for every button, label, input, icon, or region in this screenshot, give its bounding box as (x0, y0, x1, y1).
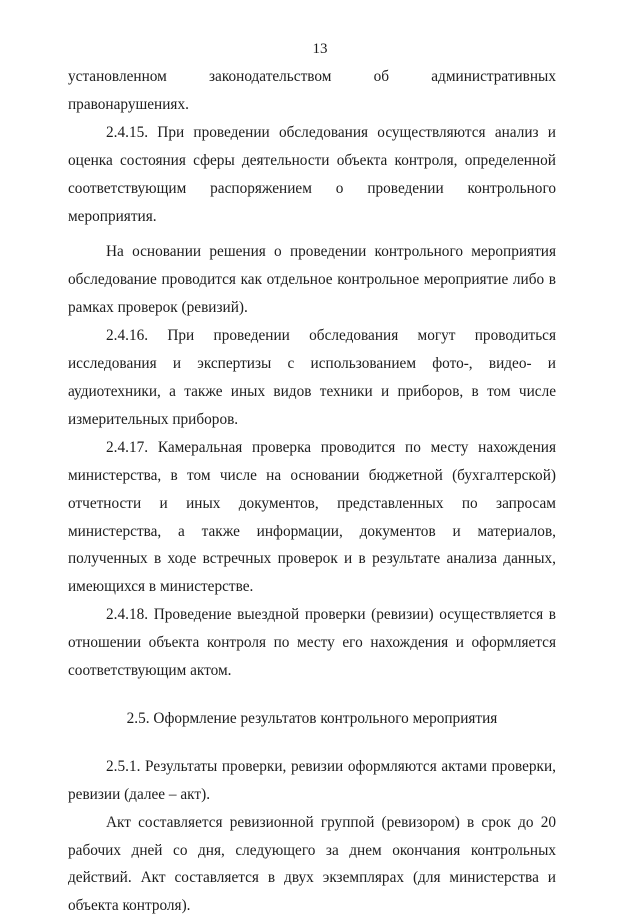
paragraph-inspection-basis: На основании решения о проведении контрольного мероприятия обследование проводится как отдельное контрольное мероприятие либо в рамках проверок (ревизий). (68, 243, 556, 317)
paragraph-continuation: установленном законодательством об административных правонарушениях. (68, 68, 556, 113)
paragraph-2-4-17: 2.4.17. Камеральная проверка проводится по месту нахождения министерства, в том числе на основании бюджетной (бухгалтерской) отчетности и иных документов, представленных по запросам министерства, а также информации, документов и материалов, полученных в ходе встречных проверок и в результате анализа данных, имеющихся в министерстве. (68, 438, 556, 596)
document-body (68, 63, 556, 920)
paragraph-2-5-1: 2.5.1. Результаты проверки, ревизии оформляются актами проверки, ревизии (далее – акт). (68, 757, 556, 803)
section-heading: 2.5. Оформление результатов контрольного мероприятия (126, 709, 498, 727)
paragraph-2-4-15: 2.4.15. При проведении обследования осуществляются анализ и оценка состояния сферы деятельности объекта контроля, определенной соответствующим распоряжением о проведении контрольного мероприятия. (68, 123, 556, 225)
page-number: 13 (312, 41, 328, 57)
paragraph-2-4-16: 2.4.16. При проведении обследования могут проводиться исследования и экспертизы с использованием фото-, видео- и аудиотехники, а также иных видов техники и приборов, в том числе измерительных приборов. (68, 327, 556, 428)
paragraph-act-preparation: Акт составляется ревизионной группой (ревизором) в срок до 20 рабочих дней со дня, следующего за днем окончания контрольных действий. Акт составляется в двух экземплярах (для министерства и объекта контроля). (68, 813, 556, 915)
paragraph-2-4-18: 2.4.18. Проведение выездной проверки (ревизии) осуществляется в отношении объекта контроля по месту его нахождения и оформляется соответствующим актом. (68, 606, 556, 680)
